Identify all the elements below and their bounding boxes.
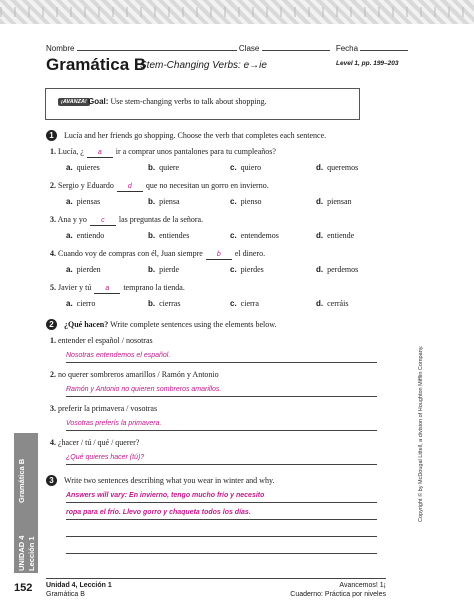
- option-letter: a.: [66, 265, 73, 274]
- question-rest: las preguntas de la señora.: [118, 215, 204, 224]
- footer-topic: Gramática B: [46, 591, 85, 598]
- writing-line[interactable]: [66, 519, 377, 520]
- writing-line[interactable]: [66, 502, 377, 503]
- writing-line[interactable]: [66, 396, 377, 397]
- footer-unit: Unidad 4, Lección 1: [46, 582, 112, 589]
- option-text: entiende: [327, 231, 355, 240]
- question-rest: el dinero.: [234, 249, 266, 258]
- option-text: pierdes: [240, 265, 264, 274]
- option-letter: c.: [230, 163, 237, 172]
- option-text: quiere: [159, 163, 180, 172]
- option-letter: d.: [316, 299, 324, 308]
- fecha-label: Fecha: [335, 44, 359, 53]
- option-text: cierras: [159, 299, 181, 308]
- prompt-text: no querer sombreros amarillos / Ramón y Antonio: [58, 370, 219, 379]
- option-letter: a.: [66, 163, 73, 172]
- goal-text: [88, 97, 267, 106]
- answer-option[interactable]: [148, 163, 179, 172]
- prompt-text: preferir la primavera / vosotras: [58, 404, 158, 413]
- answer-option[interactable]: [148, 197, 180, 206]
- question-number: 5.: [50, 283, 56, 292]
- written-answer[interactable]: Nosotras entendemos el español.: [66, 352, 171, 359]
- answer-blank[interactable]: c: [90, 216, 116, 226]
- side-tab-unit: UNIDAD 4: [17, 535, 26, 571]
- question-stem: Lucía, ¿: [58, 147, 84, 156]
- option-letter: b.: [148, 299, 156, 308]
- option-text: cierro: [76, 299, 96, 308]
- fecha-line[interactable]: [360, 40, 408, 51]
- question: [50, 283, 185, 294]
- writing-line[interactable]: [66, 536, 377, 537]
- answer-blank[interactable]: a: [87, 148, 113, 158]
- question: [50, 181, 269, 192]
- question-stem: Javier y tú: [58, 283, 92, 292]
- question-number: 3.: [50, 215, 56, 224]
- prompt-text: entender el español / nosotras: [58, 336, 153, 345]
- answer-blank[interactable]: b: [206, 250, 232, 260]
- nombre-label: Nombre: [46, 44, 75, 53]
- section-3-instruction: Write two sentences describing what you wear in winter and why.: [64, 476, 275, 485]
- option-letter: c.: [230, 197, 237, 206]
- prompt: [50, 438, 139, 447]
- option-letter: a.: [66, 197, 73, 206]
- option-text: queremos: [327, 163, 359, 172]
- section-1-number: 1: [46, 130, 57, 141]
- section-2-text: Write complete sentences using the elements below.: [110, 320, 277, 329]
- answer-option[interactable]: [316, 299, 348, 308]
- option-text: piensa: [159, 197, 180, 206]
- option-letter: b.: [148, 163, 156, 172]
- section-3-number: 3: [46, 475, 57, 486]
- answer-option[interactable]: [230, 231, 279, 240]
- answer-option[interactable]: [316, 197, 352, 206]
- answer-option[interactable]: [66, 231, 104, 240]
- question: [50, 215, 203, 226]
- written-answer[interactable]: Ramón y Antonio no quieren sombreros amarillos.: [66, 386, 222, 393]
- option-letter: d.: [316, 265, 324, 274]
- answer-option[interactable]: [230, 265, 264, 274]
- answer-blank[interactable]: d: [117, 182, 143, 192]
- section-3-answer-line-1[interactable]: [66, 492, 264, 499]
- option-letter: b.: [148, 265, 156, 274]
- option-text: entiendes: [159, 231, 190, 240]
- option-text: cerráis: [327, 299, 349, 308]
- answer-option[interactable]: [230, 197, 262, 206]
- answer-option[interactable]: [148, 299, 180, 308]
- question: [50, 249, 265, 260]
- writing-line[interactable]: [66, 464, 377, 465]
- question: [50, 147, 276, 158]
- level-reference: Level 1, pp. 199–203: [336, 60, 399, 67]
- option-text: pienso: [240, 197, 262, 206]
- prompt: [50, 404, 157, 413]
- option-letter: c.: [230, 231, 237, 240]
- answer-option[interactable]: [230, 299, 259, 308]
- answer-option[interactable]: [316, 231, 354, 240]
- clase-label: Clase: [238, 44, 260, 53]
- question-number: 2.: [50, 181, 56, 190]
- header-row: [46, 40, 408, 53]
- footer-rule: [46, 578, 386, 579]
- prompt-number: 3.: [50, 404, 56, 413]
- option-letter: d.: [316, 231, 324, 240]
- option-letter: b.: [148, 197, 156, 206]
- writing-line[interactable]: [66, 362, 377, 363]
- option-text: piensan: [327, 197, 352, 206]
- side-tab-topic: Gramática B: [17, 458, 26, 503]
- question-stem: Cuando voy de compras con él, Juan siempre: [58, 249, 203, 258]
- goal-description: Use stem-changing verbs to talk about shopping.: [110, 97, 267, 106]
- written-answer[interactable]: Vosotras preferís la primavera.: [66, 420, 162, 427]
- option-letter: d.: [316, 163, 324, 172]
- answer-option[interactable]: [66, 299, 95, 308]
- unit-side-tab: [14, 433, 38, 573]
- option-text: cierra: [240, 299, 259, 308]
- section-2-heading: ¿Qué hacen?: [64, 320, 109, 329]
- option-letter: d.: [316, 197, 324, 206]
- section-2-number: 2: [46, 319, 57, 330]
- option-text: quieres: [76, 163, 100, 172]
- question-stem: Sergio y Eduardo: [58, 181, 114, 190]
- copyright-notice: Copyright © by McDougal Littell, a division of Houghton Mifflin Company.: [418, 345, 424, 522]
- page-subtitle: Stem-Changing Verbs: e→ie: [140, 60, 267, 71]
- question-rest: que no necesitan un gorro en invierno.: [145, 181, 269, 190]
- question-rest: temprano la tienda.: [123, 283, 185, 292]
- answer-text-1: En invierno, tengo mucho frío y necesito: [129, 492, 265, 499]
- prompt-number: 4.: [50, 438, 56, 447]
- option-letter: a.: [66, 231, 73, 240]
- prompt: [50, 370, 219, 379]
- writing-line[interactable]: [66, 430, 377, 431]
- answer-option[interactable]: [148, 265, 179, 274]
- option-text: pierde: [159, 265, 180, 274]
- nombre-line[interactable]: [77, 40, 237, 51]
- section-1-instruction: Lucía and her friends go shopping. Choose the verb that completes each sentence.: [64, 131, 327, 140]
- answer-option[interactable]: [66, 197, 100, 206]
- answer-option[interactable]: [148, 231, 189, 240]
- option-letter: a.: [66, 299, 73, 308]
- option-text: quiero: [240, 163, 262, 172]
- clase-line[interactable]: [262, 40, 330, 51]
- answer-note: Answers will vary:: [66, 492, 128, 499]
- page-number: 152: [14, 582, 33, 594]
- prompt-number: 2.: [50, 370, 56, 379]
- question-number: 1.: [50, 147, 56, 156]
- answer-option[interactable]: [316, 163, 358, 172]
- question-rest: ir a comprar unos pantalones para tu cumpleaños?: [115, 147, 276, 156]
- option-letter: b.: [148, 231, 156, 240]
- section-3-answer-line-2[interactable]: ropa para el frío. Llevo gorro y chaqueta todos los días.: [66, 509, 251, 516]
- prompt: [50, 336, 153, 345]
- prompt-text: ¿hacer / tú / qué / querer?: [58, 438, 140, 447]
- answer-blank[interactable]: a: [94, 284, 120, 294]
- prompt-number: 1.: [50, 336, 56, 345]
- goal-box: [45, 88, 360, 120]
- written-answer[interactable]: ¿Qué quieres hacer (tú)?: [66, 454, 145, 461]
- option-text: piensas: [76, 197, 101, 206]
- answer-option[interactable]: [66, 265, 101, 274]
- question-stem: Ana y yo: [57, 215, 87, 224]
- avanza-badge: ¡AVANZA!: [58, 98, 90, 106]
- side-tab-lesson: Lección 1: [27, 536, 36, 571]
- question-number: 4.: [50, 249, 56, 258]
- writing-line[interactable]: [66, 553, 377, 554]
- answer-option[interactable]: [66, 163, 100, 172]
- page-title: Gramática B: [46, 55, 147, 74]
- option-text: perdemos: [327, 265, 359, 274]
- decorative-banner: [0, 0, 474, 24]
- option-text: pierden: [76, 265, 101, 274]
- footer-workbook-title: Cuaderno: Práctica por niveles: [290, 591, 386, 598]
- option-text: entiendo: [76, 231, 105, 240]
- option-letter: c.: [230, 299, 237, 308]
- section-2-instruction: [64, 320, 277, 329]
- answer-option[interactable]: [316, 265, 358, 274]
- footer-book-title: ¡Avancemos! 1: [339, 582, 386, 589]
- option-text: entendemos: [240, 231, 279, 240]
- answer-option[interactable]: [230, 163, 261, 172]
- option-letter: c.: [230, 265, 237, 274]
- goal-label: Goal:: [88, 97, 109, 106]
